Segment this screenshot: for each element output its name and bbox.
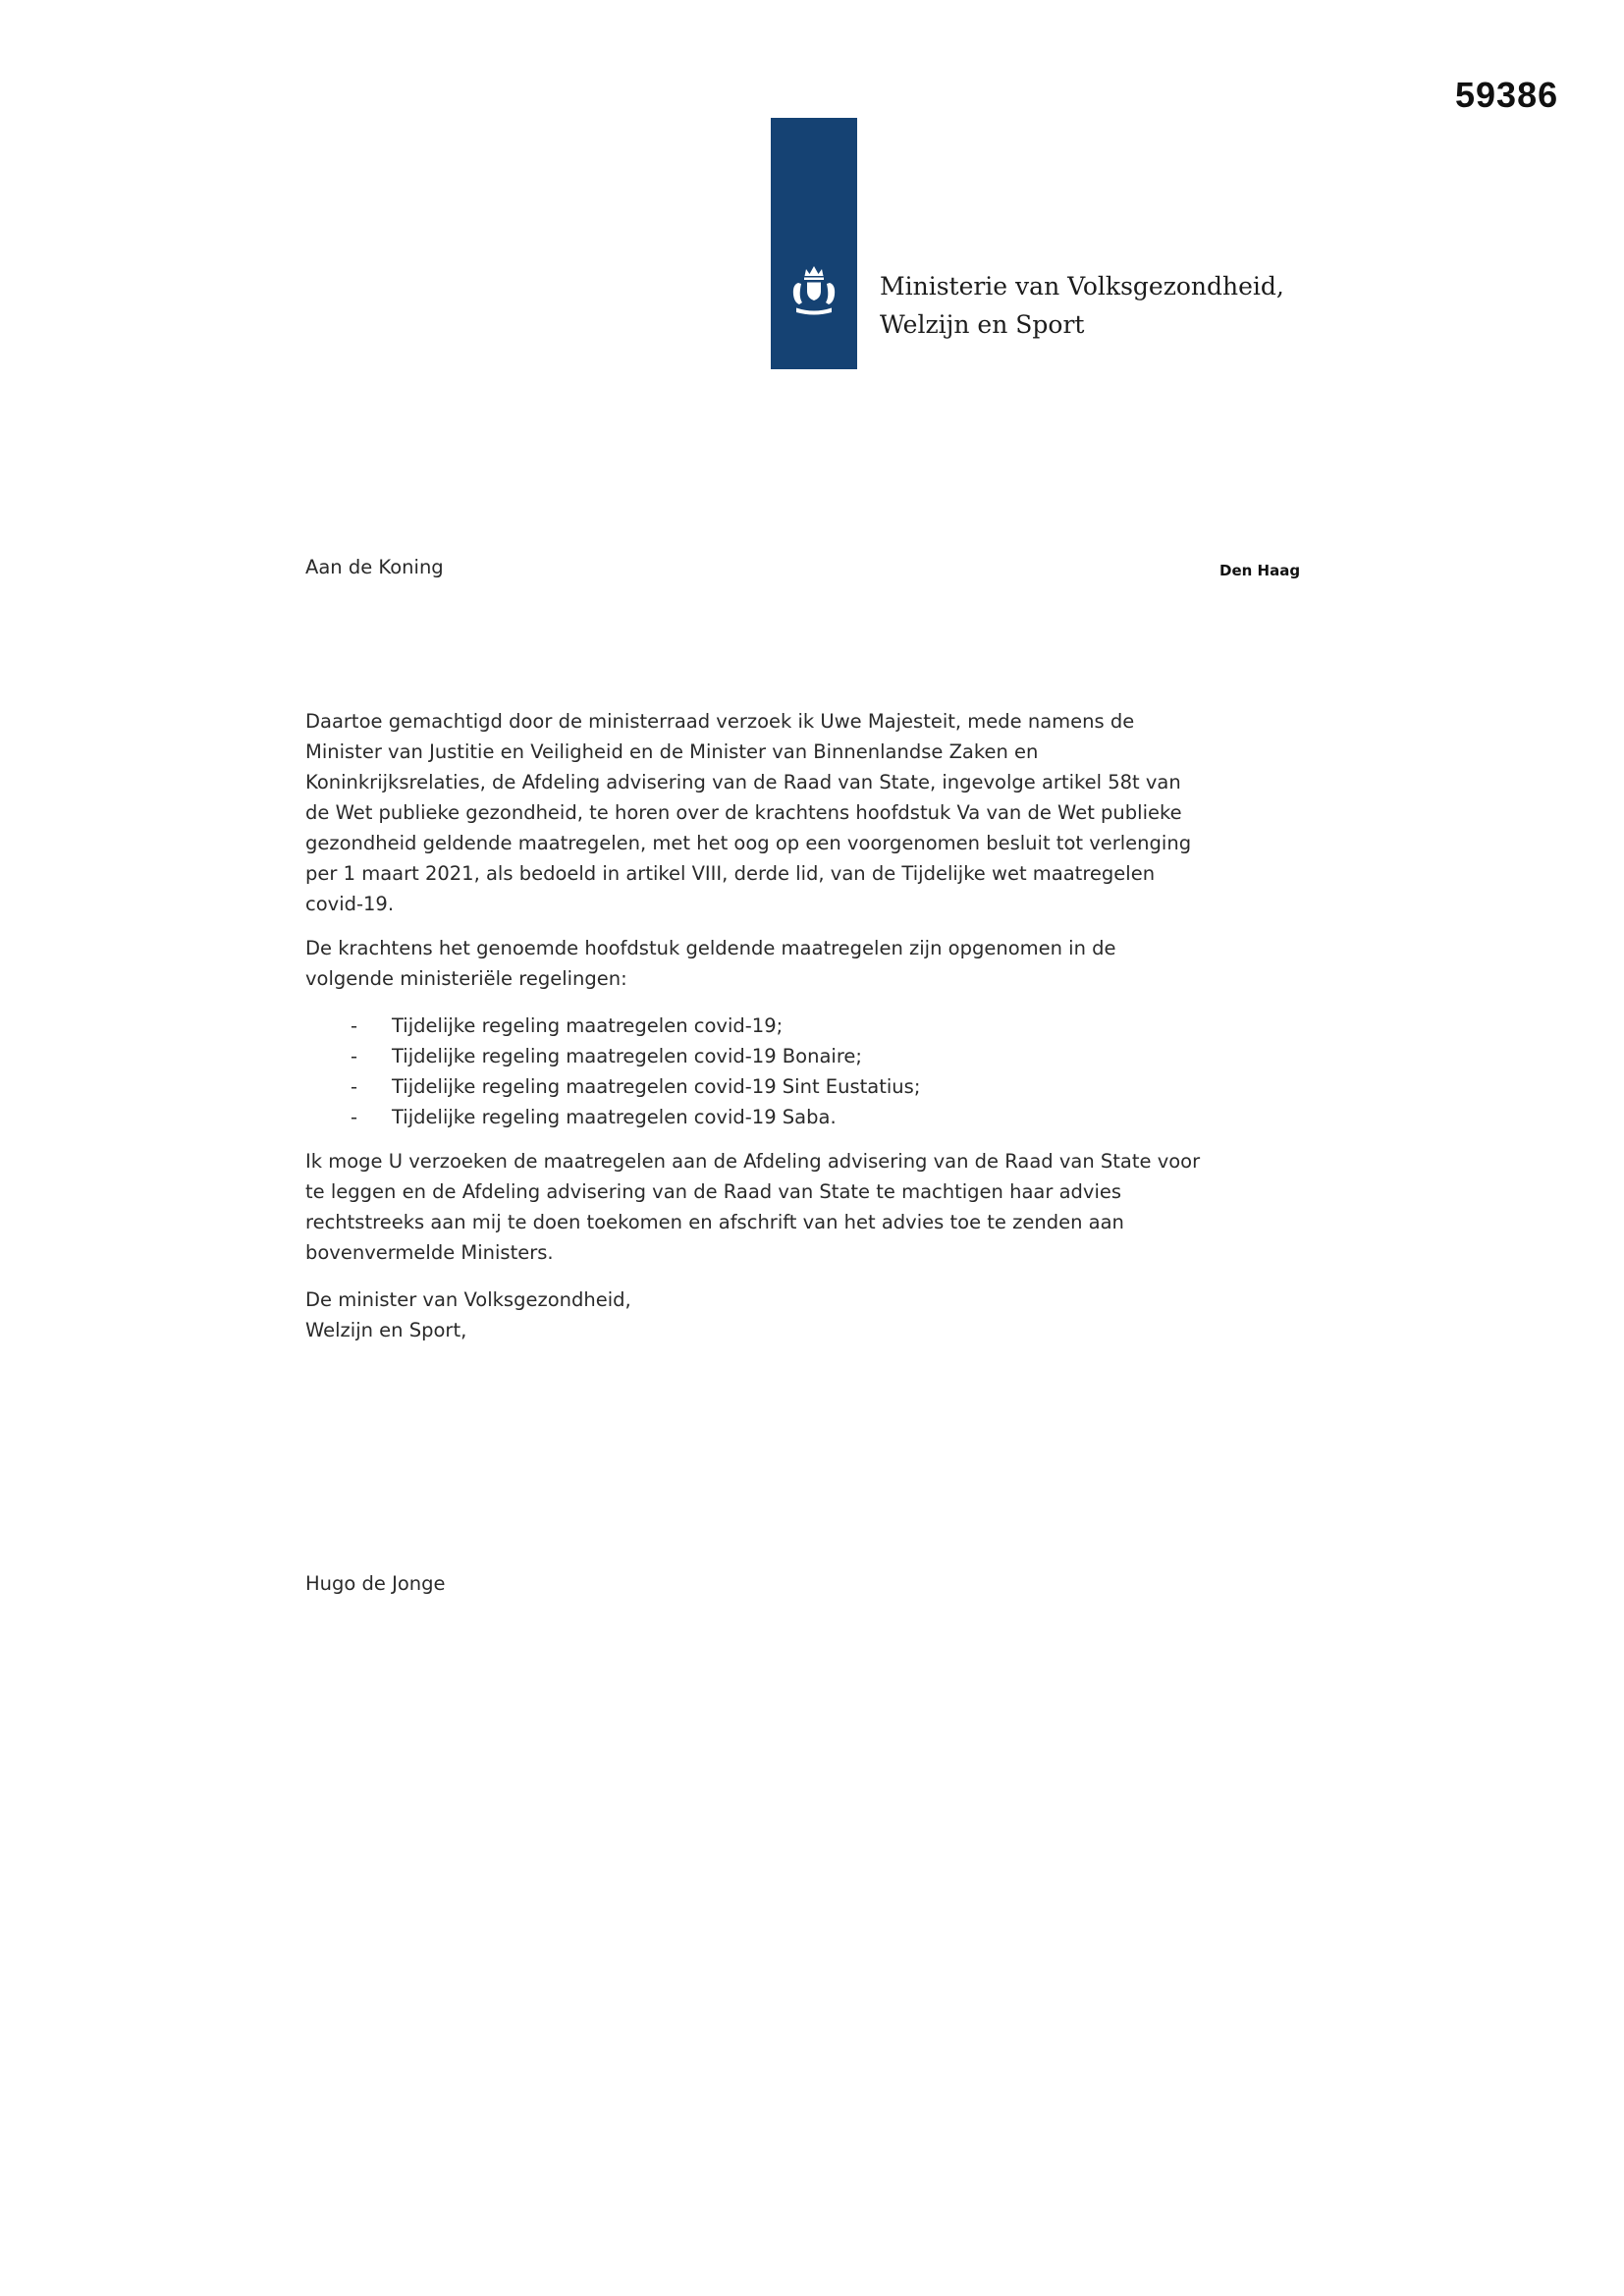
closing-block bbox=[305, 1285, 1302, 1345]
closing-line2: Welzijn en Sport, bbox=[305, 1319, 467, 1341]
list-item bbox=[305, 1102, 1209, 1132]
letter-body bbox=[305, 552, 1302, 1599]
signature-name: Hugo de Jonge bbox=[305, 1572, 446, 1595]
list-item-label: Tijdelijke regeling maatregelen covid-19 Sint Eustatius; bbox=[392, 1075, 921, 1098]
dash-bullet-icon: - bbox=[351, 1106, 358, 1128]
list-item bbox=[305, 1071, 1209, 1102]
ministry-name-line1: Ministerie van Volksgezondheid, bbox=[880, 272, 1284, 301]
recipient: Aan de Koning bbox=[305, 556, 444, 578]
dash-bullet-icon: - bbox=[351, 1045, 358, 1067]
dash-bullet-icon: - bbox=[351, 1075, 358, 1098]
document-number: 59386 bbox=[1455, 75, 1559, 115]
coat-of-arms-icon bbox=[786, 263, 841, 320]
ministry-name-line2: Welzijn en Sport bbox=[880, 310, 1085, 339]
rijksoverheid-logo-bar bbox=[771, 118, 857, 369]
dash-bullet-icon: - bbox=[351, 1014, 358, 1037]
list-item bbox=[305, 1011, 1209, 1041]
list-item-label: Tijdelijke regeling maatregelen covid-19 Bonaire; bbox=[392, 1045, 862, 1067]
closing-line1: De minister van Volksgezondheid, bbox=[305, 1288, 631, 1311]
ministry-name bbox=[880, 267, 1284, 344]
place-line: Den Haag bbox=[1219, 562, 1301, 579]
paragraph-regulations-intro: De krachtens het genoemde hoofdstuk geldende maatregelen zijn opgenomen in de volgende ministeriële regelingen: bbox=[305, 937, 1116, 990]
list-item bbox=[305, 1041, 1209, 1071]
address-row bbox=[305, 552, 1302, 582]
list-item-label: Tijdelijke regeling maatregelen covid-19; bbox=[392, 1014, 784, 1037]
list-item-label: Tijdelijke regeling maatregelen covid-19 Saba. bbox=[392, 1106, 837, 1128]
paragraph-authorization: Daartoe gemachtigd door de ministerraad verzoek ik Uwe Majesteit, mede namens de Minister van Justitie en Veiligheid en de Minister van Binnenlandse Zaken en Koninkrijksrelaties, de Afdeling advisering van de Raad van State, ingevolge artikel 58t van de Wet publieke gezondheid, te horen over de krachtens hoofdstuk Va van de Wet publieke gezondheid geldende maatregelen, met het oog op een voorgenomen besluit tot verlenging per 1 maart 2021, als bedoeld in artikel VIII, derde lid, van de Tijdelijke wet maatregelen covid-19. bbox=[305, 710, 1192, 915]
paragraph-request: Ik moge U verzoeken de maatregelen aan de Afdeling advisering van de Raad van State voor te leggen en de Afdeling advisering van de Raad van State te machtigen haar advies rechtstreeks aan mij te doen toekomen en afschrift van het advies toe te zenden aan bovenvermelde Ministers. bbox=[305, 1150, 1201, 1264]
regulations-list bbox=[305, 1011, 1209, 1132]
